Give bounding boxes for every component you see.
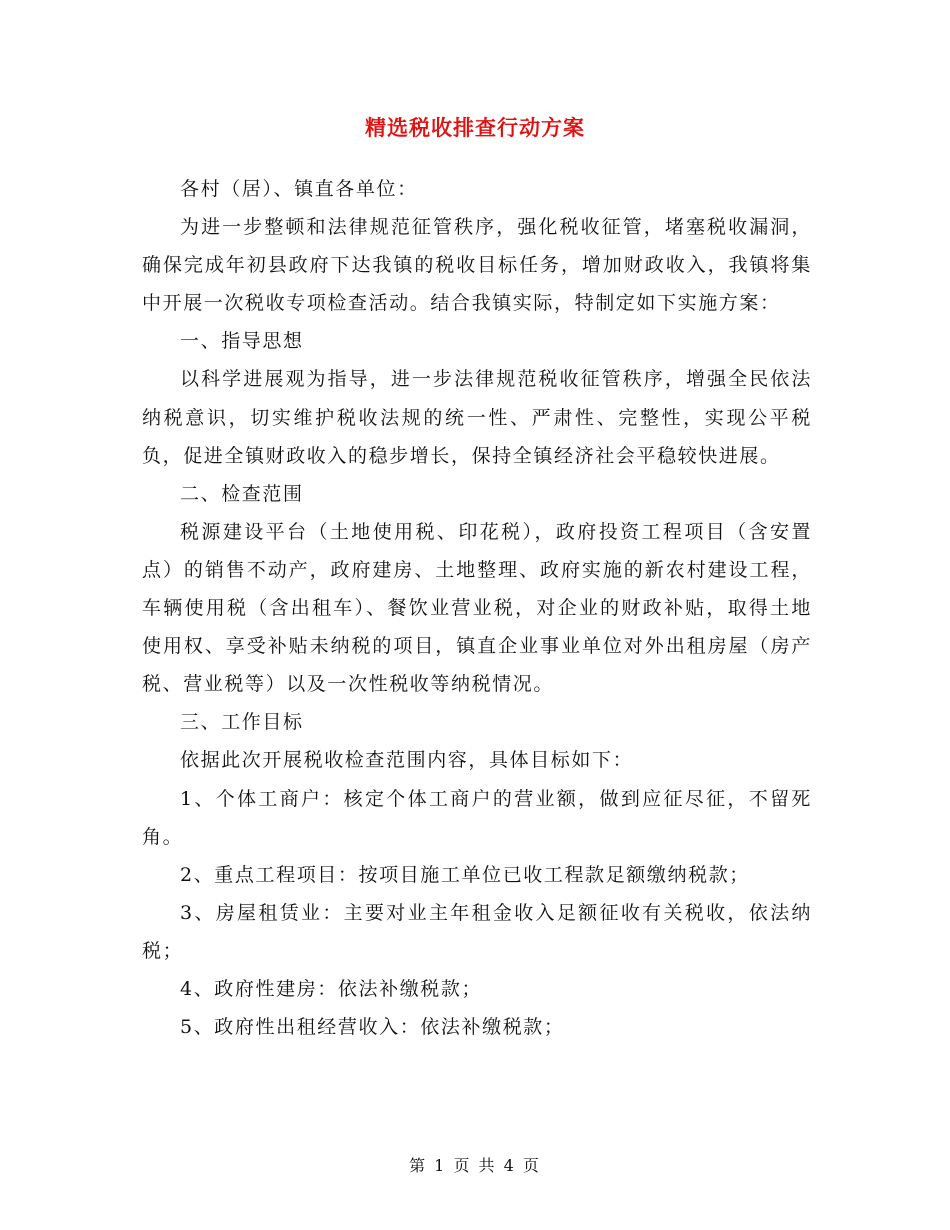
work-goals-intro: 依据此次开展税收检查范围内容，具体目标如下： <box>180 749 634 772</box>
goal-item-4: 4、政府性建房：依法补缴税款； <box>180 977 483 1000</box>
goal-item-2: 2、重点工程项目：按项目施工单位已收工程款足额缴纳税款； <box>180 863 750 886</box>
document-title: 精选税收排查行动方案 <box>365 115 585 140</box>
section-heading-guiding-ideology: 一、指导思想 <box>180 330 304 353</box>
goal-item-5: 5、政府性出租经营收入：依法补缴税款； <box>180 1016 565 1039</box>
goal-item-1: 1、个体工商户：核定个体工商户的营业额，做到应征尽征，不留死角。 <box>142 787 812 848</box>
intro-paragraph: 为进一步整顿和法律规范征管秩序，强化税收征管，堵塞税收漏洞，确保完成年初县政府下达我镇的税收目标任务，增加财政收入，我镇将集中开展一次税收专项检查活动。结合我镇实际，特制定如下实施方案： <box>142 216 812 315</box>
goal-item-3: 3、房屋租赁业：主要对业主年租金收入足额征收有关税收，依法纳税； <box>142 901 812 962</box>
document-body <box>142 170 812 1046</box>
guiding-ideology-paragraph: 以科学进展观为指导，进一步法律规范税收征管秩序，增强全民依法纳税意识，切实维护税收法规的统一性、严肃性、完整性，实现公平税负，促进全镇财政收入的稳步增长，保持全镇经济社会平稳较快进展。 <box>142 368 812 467</box>
salutation: 各村（居）、镇直各单位： <box>180 178 418 200</box>
page-footer: 第 1 页 共 4 页 <box>409 1156 541 1175</box>
section-heading-inspection-scope: 二、检查范围 <box>180 482 304 505</box>
inspection-scope-paragraph: 税源建设平台（土地使用税、印花税），政府投资工程项目（含安置点）的销售不动产，政府建房、土地整理、政府实施的新农村建设工程，车辆使用税（含出租车）、餐饮业营业税，对企业的财政补贴，取得土地使用权、享受补贴未纳税的项目，镇直企业事业单位对外出租房屋（房产税、营业税等）以及一次性税收等纳税情况。 <box>142 520 812 696</box>
section-heading-work-goals: 三、工作目标 <box>180 711 304 734</box>
